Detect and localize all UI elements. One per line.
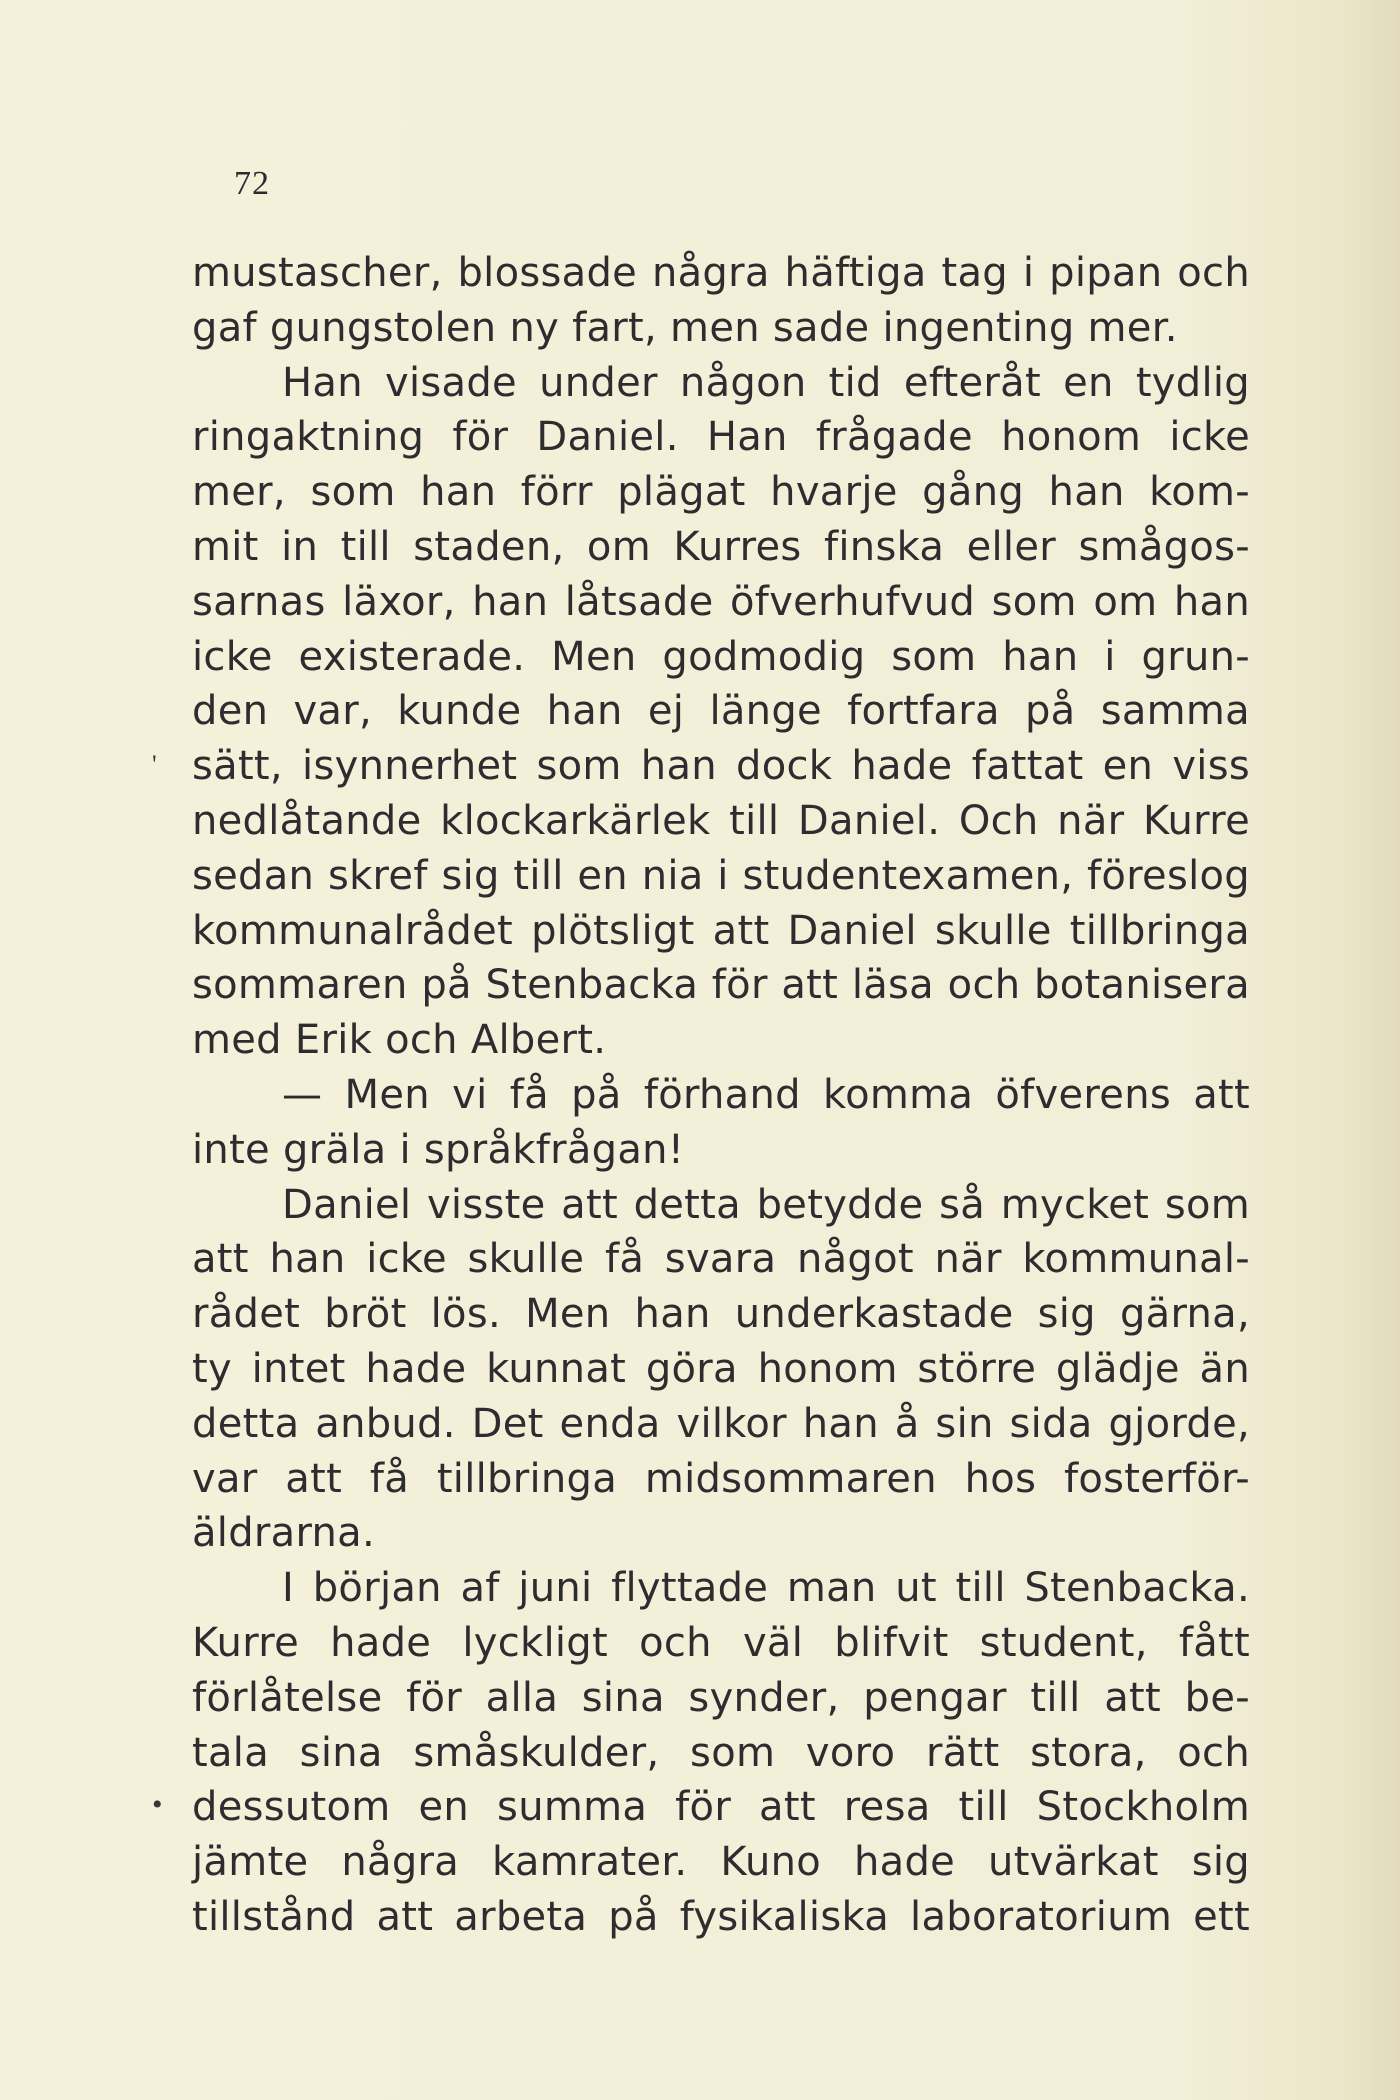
text-line: gaf gungstolen ny fart, men sade ingenting mer.	[192, 304, 1178, 351]
text-line: inte gräla i språkfrågan!	[192, 1126, 685, 1173]
text-line: förlåtelse för alla sina synder, pengar till att be-	[192, 1674, 1250, 1721]
body-text	[192, 246, 1250, 1945]
text-line: Han visade under någon tid efteråt en tydlig	[282, 359, 1250, 406]
text-line: sätt, isynnerhet som han dock hade fattat en viss	[192, 743, 1250, 790]
text-line: den var, kunde han ej länge fortfara på samma	[192, 688, 1250, 735]
text-line: var att få tillbringa midsommaren hos fosterför-	[192, 1455, 1250, 1502]
text-line: detta anbud. Det enda vilkor han å sin sida gjorde,	[192, 1400, 1250, 1447]
text-line: sedan skref sig till en nia i studentexamen, föreslog	[192, 852, 1250, 899]
text-line: sarnas läxor, han låtsade öfverhufvud som om han	[192, 578, 1250, 625]
text-line: tillstånd att arbeta på fysikaliska laboratorium ett	[192, 1893, 1250, 1940]
text-line: sommaren på Stenbacka för att läsa och botanisera	[192, 962, 1250, 1009]
text-line: mer, som han förr plägat hvarje gång han kom-	[192, 469, 1250, 516]
text-line: ty intet hade kunnat göra honom större glädje än	[192, 1345, 1250, 1392]
margin-mark: •	[152, 1788, 163, 1821]
text-line: att han icke skulle få svara något när kommunal-	[192, 1236, 1250, 1283]
text-line: ringaktning för Daniel. Han frågade honom icke	[192, 414, 1250, 461]
text-line: icke existerade. Men godmodig som han i grun-	[192, 633, 1250, 680]
text-line: mustascher, blossade några häftiga tag i pipan och	[192, 250, 1250, 296]
text-line: jämte några kamrater. Kuno hade utvärkat sig	[192, 1839, 1250, 1886]
text-line: dessutom en summa för att resa till Stockholm	[192, 1784, 1250, 1831]
text-line: rådet bröt lös. Men han underkastade sig gärna,	[192, 1291, 1250, 1338]
text-line: Kurre hade lyckligt och väl blifvit student, fått	[192, 1619, 1250, 1666]
text-line: tala sina småskulder, som voro rätt stora, och	[192, 1729, 1250, 1776]
text-line: med Erik och Albert.	[192, 1017, 607, 1064]
text-line: mit in till staden, om Kurres finska eller smågos-	[192, 523, 1250, 570]
text-line: I början af juni flyttade man ut till Stenbacka.	[282, 1565, 1250, 1612]
page-number: 72	[234, 165, 270, 202]
text-line: kommunalrådet plötsligt att Daniel skulle tillbringa	[192, 907, 1250, 954]
text-line: äldrarna.	[192, 1510, 375, 1557]
margin-mark: '	[152, 750, 157, 779]
text-line: nedlåtande klockarkärlek till Daniel. Och när Kurre	[192, 797, 1250, 844]
text-line: — Men vi få på förhand komma öfverens att	[282, 1071, 1250, 1118]
text-line: Daniel visste att detta betydde så mycket som	[282, 1181, 1250, 1228]
